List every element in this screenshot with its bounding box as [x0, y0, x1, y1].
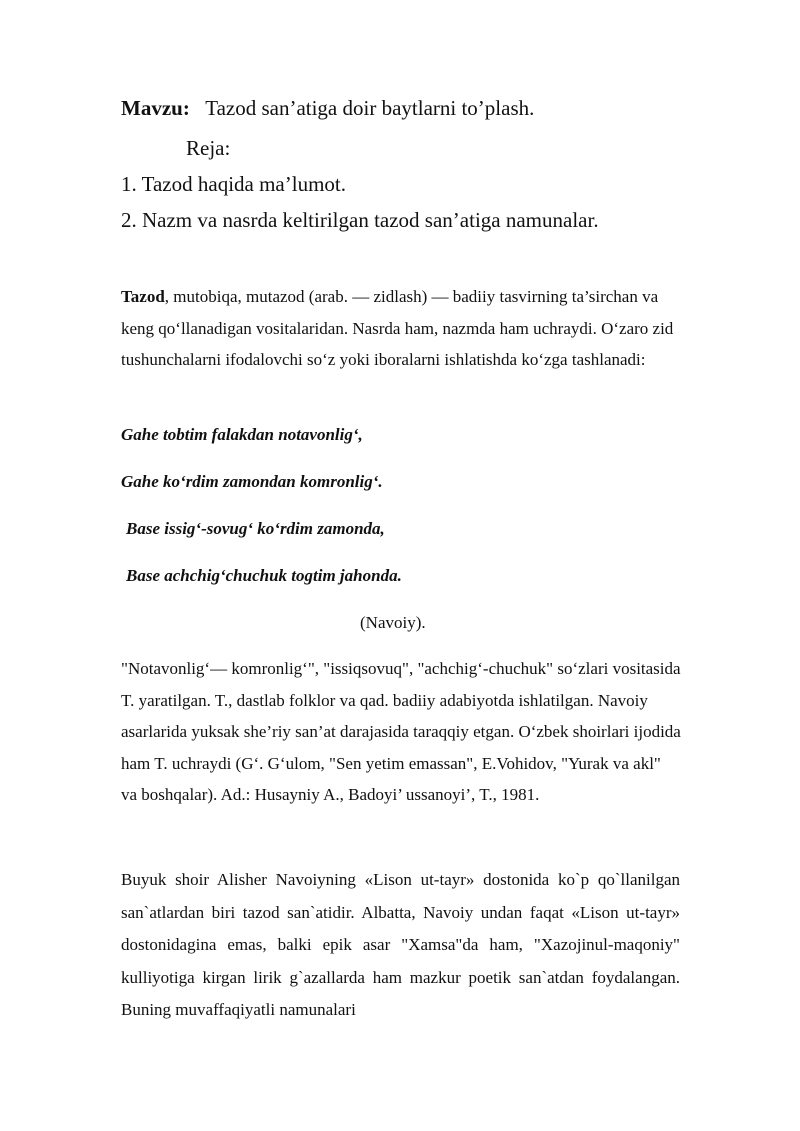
topic-text: Tazod san’atiga doir baytlarni to’plash. [205, 96, 535, 120]
topic-line [121, 96, 534, 121]
verse-line-2: Gahe ko‘rdim zamondan komronlig‘. [121, 472, 383, 491]
definition-text: , mutobiqa, mutazod (arab. — zidlash) — badiiy tasvirning ta’sirchan va keng qo‘llanadigan vositalaridan. Nasrda ham, nazmda ham uchraydi. O‘zaro zid tushunchalarni ifodalovchi so‘z yoki iboralarni ishlatishda ko‘zga tashlanadi: [121, 287, 674, 369]
navoiy-paragraph: Buyuk shoir Alisher Navoiyning «Lison ut-tayr» dostonida ko`p qo`llanilgan san`atlardan biri tazod san`atidir. Albatta, Navoiy undan faqat «Lison ut-tayr» dostonidagina emas, balki epik asar "Xamsa"da ham, "Xazojinul-maqoniy" kulliyotiga kirgan lirik g`azallarda ham mazkur poetik san`atdan foydalangan. Buning muvaffaqiyatli namunalari [121, 870, 680, 1019]
definition-paragraph [121, 281, 681, 376]
topic-label: Mavzu: [121, 96, 190, 120]
explanation-paragraph: "Notavonlig‘— komronlig‘", "issiqsovuq", "achchig‘-chuchuk" so‘zlari vositasida T. yaratilgan. T., dastlab folklor va qad. badiiy adabiyotda ishlatilgan. Navoiy asarlarida yuksak she’riy san’at darajasida taraqqiy etgan. O‘zbek shoirlari ijodida ham T. uchraydi (G‘. G‘ulom, "Sen yetim emassan", E.Vohidov, "Yurak va akl" va boshqalar). Ad.: Husayniy A., Badoyi’ ussanoyi’, T., 1981. [121, 659, 681, 804]
plan-item-1: 1. Tazod haqida ma’lumot. [121, 172, 347, 196]
definition-term: Tazod [121, 287, 165, 306]
verse-attribution: (Navoiy). [360, 613, 426, 632]
plan-item-2: 2. Nazm va nasrda keltirilgan tazod san’atiga namunalar. [121, 208, 599, 232]
verse-line-4: Base achchig‘chuchuk togtim jahonda. [126, 566, 402, 585]
plan-heading: Reja: [186, 136, 231, 160]
verse-line-1: Gahe tobtim falakdan notavonlig‘, [121, 425, 363, 444]
verse-line-3: Base issig‘-sovug‘ ko‘rdim zamonda, [126, 519, 385, 538]
